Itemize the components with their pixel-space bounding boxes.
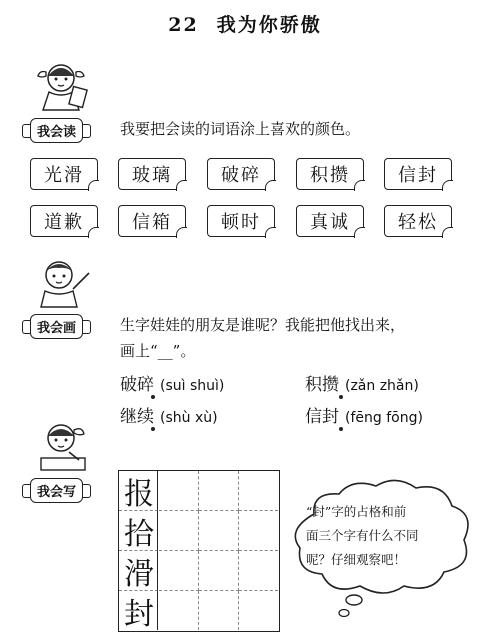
thought-bubble-text: “封”字的占格和前 面三个字有什么不同 呢？仔细观察吧！: [306, 504, 419, 567]
word-card[interactable]: 真诚: [296, 205, 364, 237]
ribbon-draw: 我会画: [30, 314, 83, 339]
pinyin-item[interactable]: 积攒 (zǎn zhǎn): [305, 375, 419, 395]
model-character: 封: [124, 597, 154, 632]
pinyin-item[interactable]: 信封 (fēng fōng): [305, 407, 423, 427]
draw-instruction-line2: 画上“__”。: [120, 342, 196, 360]
word-card[interactable]: 光滑: [30, 158, 98, 190]
boy-thinking-icon: [33, 255, 93, 313]
word-card[interactable]: 顿时: [207, 205, 275, 237]
word-card[interactable]: 破碎: [207, 158, 275, 190]
emphasis-dot: [151, 427, 155, 431]
word-card[interactable]: 玻璃: [118, 158, 186, 190]
word-card[interactable]: 信箱: [118, 205, 186, 237]
word-card[interactable]: 道歉: [30, 205, 98, 237]
emphasis-dot: [339, 427, 343, 431]
word-card[interactable]: 轻松: [384, 205, 452, 237]
lesson-title: 我为你骄傲: [216, 14, 322, 36]
pinyin-item[interactable]: 继续 (shù xù): [120, 407, 218, 427]
read-instruction: 我要把会读的词语涂上喜欢的颜色。: [120, 120, 361, 138]
emphasis-dot: [339, 395, 343, 399]
model-character: 报: [124, 477, 154, 512]
word-card[interactable]: 积攒: [296, 158, 364, 190]
girl-writing-icon: [33, 418, 93, 476]
page-title: [0, 10, 490, 37]
girl-reading-icon: [33, 58, 93, 116]
emphasis-dot: [151, 395, 155, 399]
writing-grid: [118, 470, 280, 632]
ribbon-write: 我会写: [30, 478, 83, 503]
lesson-number: 22: [168, 14, 199, 36]
draw-instruction-line1: 生字娃娃的朋友是谁呢？我能把他找出来，: [120, 316, 406, 334]
word-card[interactable]: 信封: [384, 158, 452, 190]
pinyin-item[interactable]: 破碎 (suì shuì): [120, 375, 225, 395]
model-character: 拾: [124, 517, 154, 552]
ribbon-read: 我会读: [30, 118, 83, 143]
model-character: 滑: [124, 557, 154, 592]
